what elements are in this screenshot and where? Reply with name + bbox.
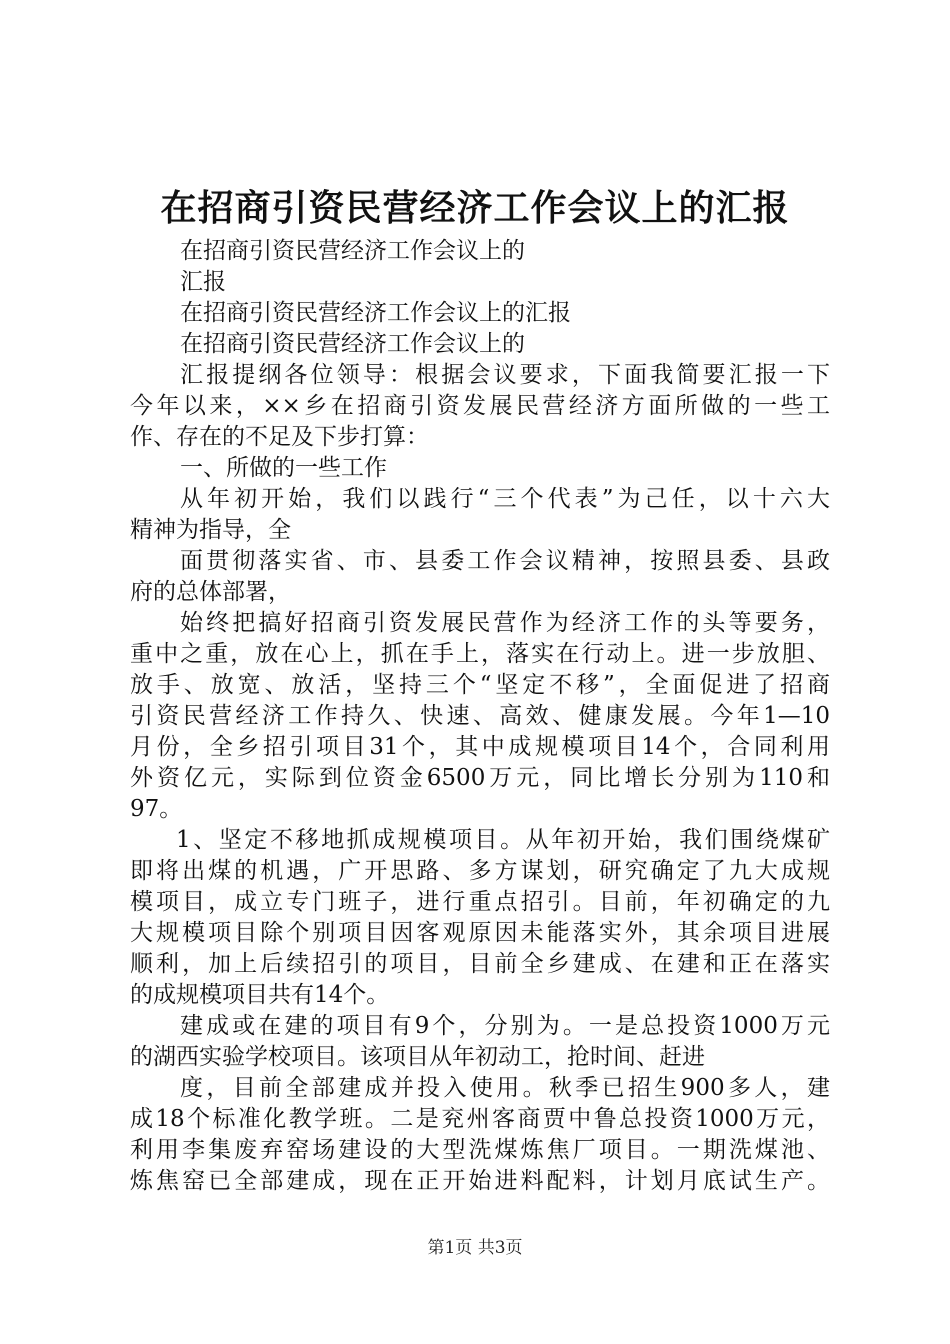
text-line: 府的总体部署，	[130, 579, 291, 605]
text-line: 在招商引资民营经济工作会议上的	[180, 238, 525, 264]
text-line: 建成或在建的项目有9个，分别为。一是总投资1000万元	[180, 1013, 830, 1039]
text-line: 今年以来，××乡在招商引资发展民营经济方面所做的一些工	[130, 393, 830, 419]
text-line: 度，目前全部建成并投入使用。秋季已招生900多人，建	[180, 1075, 830, 1101]
text-line: 汇报提纲各位领导：根据会议要求，下面我简要汇报一下	[180, 362, 830, 388]
text-line: 即将出煤的机遇，广开思路、多方谋划，研究确定了九大成规	[130, 858, 830, 884]
text-line: 精神为指导，全	[130, 517, 291, 543]
text-line: 引资民营经济工作持久、快速、高效、健康发展。今年1—10	[130, 703, 830, 729]
text-line: 成18个标准化教学班。二是兖州客商贾中鲁总投资1000万元，	[130, 1106, 830, 1132]
document-title: 在招商引资民营经济工作会议上的汇报	[160, 187, 790, 229]
text-line: 重中之重，放在心上，抓在手上，落实在行动上。进一步放胆、	[130, 641, 830, 667]
text-line: 的成规模项目共有14个。	[130, 982, 390, 1008]
text-line: 的湖西实验学校项目。该项目从年初动工，抢时间、赶进	[130, 1044, 705, 1070]
text-line: 月份，全乡招引项目31个，其中成规模项目14个，合同利用	[130, 734, 830, 760]
text-line: 在招商引资民营经济工作会议上的汇报	[180, 300, 571, 326]
text-line: 面贯彻落实省、市、县委工作会议精神，按照县委、县政	[180, 548, 830, 574]
text-line: 放手、放宽、放活，坚持三个“坚定不移”，全面促进了招商	[130, 672, 830, 698]
page-footer: 第1页 共3页	[427, 1238, 523, 1258]
text-line: 在招商引资民营经济工作会议上的	[180, 331, 525, 357]
text-line: 大规模项目除个别项目因客观原因未能落实外，其余项目进展	[130, 920, 830, 946]
text-line: 外资亿元，实际到位资金6500万元，同比增长分别为110和	[130, 765, 830, 791]
section-heading: 一、所做的一些工作	[180, 455, 387, 481]
text-line: 利用李集废弃窑场建设的大型洗煤炼焦厂项目。一期洗煤池、	[130, 1137, 830, 1163]
text-line: 1、坚定不移地抓成规模项目。从年初开始，我们围绕煤矿	[176, 827, 830, 853]
text-line: 顺利，加上后续招引的项目，目前全乡建成、在建和正在落实	[130, 951, 830, 977]
text-line: 作、存在的不足及下步打算：	[130, 424, 429, 450]
text-line: 97。	[130, 796, 183, 822]
document-body	[130, 236, 830, 1197]
text-line: 从年初开始，我们以践行“三个代表”为己任，以十六大	[180, 486, 830, 512]
text-line: 汇报	[180, 269, 226, 295]
text-line: 始终把搞好招商引资发展民营作为经济工作的头等要务，	[180, 610, 830, 636]
text-line: 模项目，成立专门班子，进行重点招引。目前，年初确定的九	[130, 889, 830, 915]
text-line: 炼焦窑已全部建成，现在正开始进料配料，计划月底试生产。	[130, 1168, 830, 1194]
